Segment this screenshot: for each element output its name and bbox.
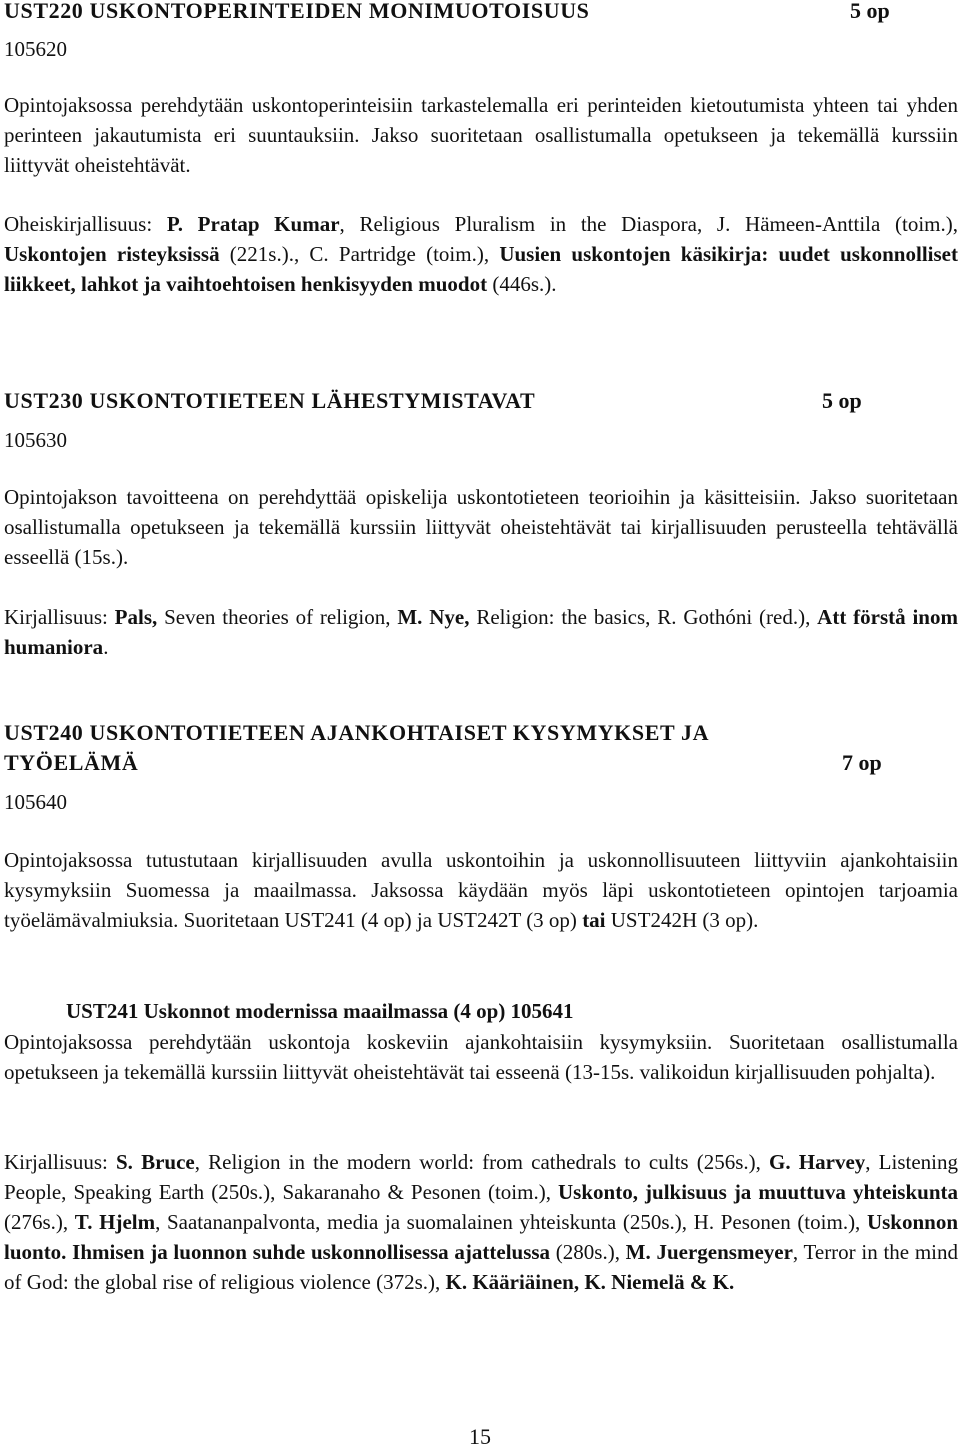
course-code-ust220: 105620 bbox=[4, 37, 67, 61]
course-credits-ust240: 7 op bbox=[842, 750, 882, 775]
course-code-ust230: 105630 bbox=[4, 428, 67, 452]
subcourse-description-ust241: Opintojaksossa perehdytään uskontoja koskeviin ajankohtaisiin kysymyksiin. Suoritetaan osallistumalla opetukseen ja tekemällä kurssiin liittyvät oheistehtävät tai esseenä (13-15s. valikoidun kirjallisuuden pohjalta). bbox=[4, 1030, 958, 1084]
subcourse-literature-ust241: Kirjallisuus: S. Bruce, Religion in the modern world: from cathedrals to cults (256s.), G. Harvey, Listening People, Speaking Earth (250s.), Sakaranaho & Pesonen (toim.), Uskonto, julkisuus ja muuttuva yhteiskunta (276s.), T. Hjelm, Saatananpalvonta, media ja suomalainen yhteiskunta (250s.), H. Pesonen (toim.), Uskonnon luonto. Ihmisen ja luonnon suhde uskonnollisessa ajattelussa (280s.), M. Juergensmeyer, Terror in the mind of God: the global rise of religious violence (372s.), K. Kääriäinen, K. Niemelä & K. bbox=[4, 1150, 958, 1294]
page-number: 15 bbox=[469, 1424, 491, 1449]
course-heading-ust240-line2: TYÖELÄMÄ bbox=[4, 750, 139, 775]
course-literature-ust230: Kirjallisuus: Pals, Seven theories of religion, M. Nye, Religion: the basics, R. Gothóni (red.), Att förstå inom humaniora. bbox=[4, 605, 958, 659]
course-description-ust220: Opintojaksossa perehdytään uskontoperinteisiin tarkastelemalla eri perinteiden kietoutumista yhteen tai yhden perinteen jakautumista eri suuntauksiin. Jakso suoritetaan osallistumalla opetukseen ja tekemällä kurssiin liittyvät oheistehtävät. bbox=[4, 93, 958, 177]
course-description-ust230: Opintojakson tavoitteena on perehdyttää opiskelija uskontotieteen teorioihin ja käsitteisiin. Jakso suoritetaan osallistumalla opetukseen ja tekemällä kurssiin liittyvät oheistehtävät tai kirjallisuuden perusteella tehtävällä esseellä (15s.). bbox=[4, 485, 958, 569]
subcourse-title-ust241: UST241 Uskonnot modernissa maailmassa (4 op) 105641 bbox=[66, 999, 574, 1023]
course-heading-ust230: UST230 USKONTOTIETEEN LÄHESTYMISTAVAT bbox=[4, 388, 536, 413]
course-credits-ust220: 5 op bbox=[850, 0, 890, 23]
course-description-ust240: Opintojaksossa tutustutaan kirjallisuuden avulla uskontoihin ja uskonnollisuuteen liittyviin ajankohtaisiin kysymyksiin Suomessa ja maailmassa. Jaksossa käydään myös läpi uskontotieteen opintojen tarjoamia työelämävalmiuksia. Suoritetaan UST241 (4 op) ja UST242T (3 op) tai UST242H (3 op). bbox=[4, 848, 958, 932]
course-literature-ust220: Oheiskirjallisuus: P. Pratap Kumar, Religious Pluralism in the Diaspora, J. Hämeen-Anttila (toim.), Uskontojen risteyksissä (221s.)., C. Partridge (toim.), Uusien uskontojen käsikirja: uudet uskonnolliset liikkeet, lahkot ja vaihtoehtoisen henkisyyden muodot (446s.). bbox=[4, 212, 958, 296]
course-credits-ust230: 5 op bbox=[822, 388, 862, 413]
course-heading-ust220: UST220 USKONTOPERINTEIDEN MONIMUOTOISUUS bbox=[4, 0, 590, 23]
course-heading-ust240-line1: UST240 USKONTOTIETEEN AJANKOHTAISET KYSYMYKSET JA bbox=[4, 720, 710, 745]
course-code-ust240: 105640 bbox=[4, 790, 67, 814]
